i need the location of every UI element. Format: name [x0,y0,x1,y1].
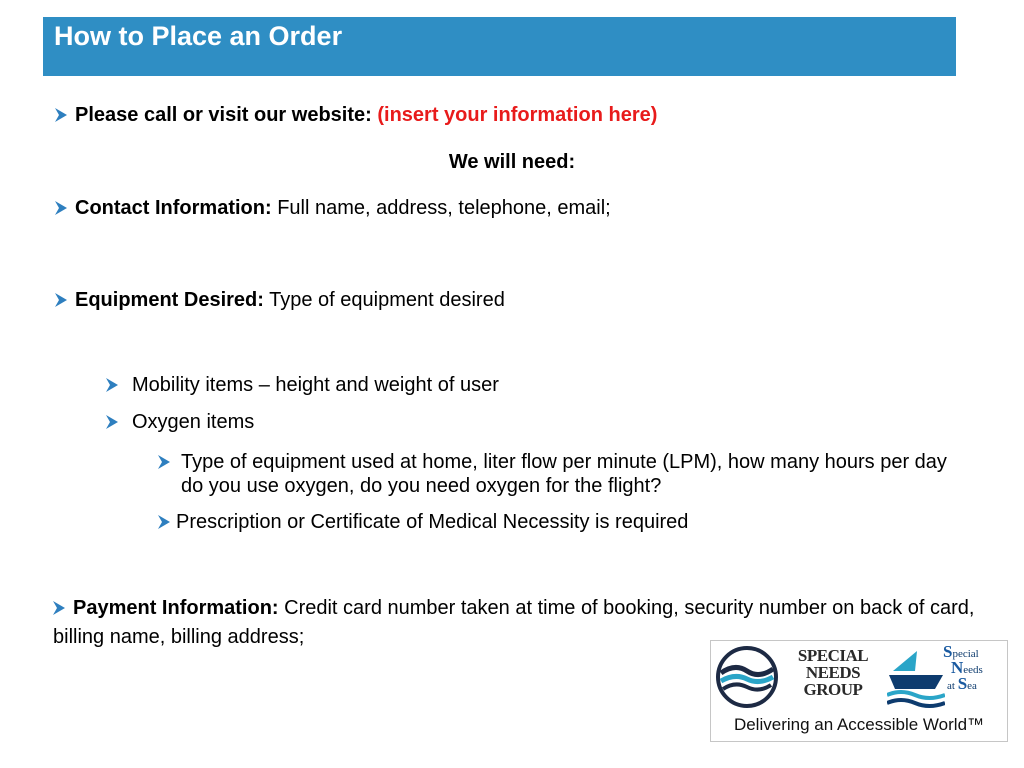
arrow-bullet-icon [55,108,67,122]
contact-line [55,196,611,220]
call-line [55,103,657,127]
equipment-text: Type of equipment desired [269,289,505,311]
arrow-bullet-icon [158,455,170,469]
subitem-mobility [106,373,499,397]
company-logo [710,640,1008,742]
page-title: How to Place an Order [54,21,343,51]
arrow-bullet-icon [55,201,67,215]
arrow-bullet-icon [158,515,170,529]
info-placeholder: (insert your information here) [377,104,658,126]
sng-wordmark: SPECIAL NEEDS GROUP [797,646,869,699]
arrow-bullet-icon [106,415,118,429]
payment-text: Credit card number taken at time of booking, security number on back of card, billing name, billing address; [53,597,975,648]
oxygen-detail-equipment: Type of equipment used at home, liter flow per minute (LPM), how many hours per day do you use oxygen, do you need oxygen for the flight? [181,451,947,497]
arrow-bullet-icon [106,378,118,392]
sas-wordmark: Special Needs at Sea [943,642,983,693]
subitem-text: Oxygen items [132,411,255,433]
ship-icon [887,647,945,709]
oxygen-detail-rx [158,510,688,534]
call-label: Please call or visit our website: [75,104,372,126]
logo-tagline: Delivering an Accessible World™ [733,715,985,734]
equipment-label: Equipment Desired: [75,289,264,311]
subitem-text: Mobility items – height and weight of user [132,374,499,396]
arrow-bullet-icon [55,293,67,307]
title-bar [43,17,956,76]
equipment-line [55,288,505,312]
contact-text: Full name, address, telephone, email; [277,197,611,219]
oxygen-detail-text: Prescription or Certificate of Medical Necessity is required [176,511,689,533]
contact-label: Contact Information: [75,197,272,219]
arrow-bullet-icon [53,601,65,615]
sng-wave-icon [715,645,779,709]
oxygen-detail-arrow [158,450,170,474]
need-heading: We will need: [448,151,576,173]
subitem-oxygen [106,410,254,434]
payment-label: Payment Information: [73,597,279,619]
